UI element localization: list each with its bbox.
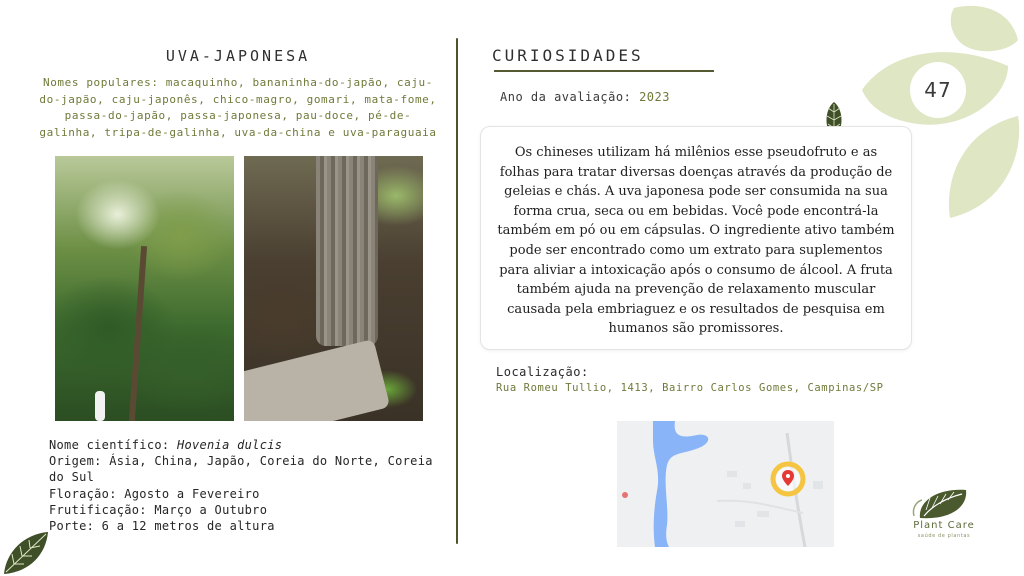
page-number: 47	[910, 62, 966, 118]
curiosities-body: Os chineses utilizam há milênios esse pseudofruto e as folhas para tratar diversas doenças através da produção de geleias e chás. A uva japonesa pode ser consumida na sua forma crua, seca ou em bebidas. Você pode encontrá-la também em pó ou em cápsulas. O ingrediente ativo também pode ser encontrado como um extrato para suplementos para aliviar a intoxicação após o consumo de álcool. A fruta também ajuda na prevenção de relaxamento muscular causada pela embriaguez e os resultados de pesquisa em humanos são promissores.	[497, 145, 895, 337]
logo-name: Plant Care	[913, 520, 975, 531]
evaluation-year	[500, 90, 670, 104]
stone-shape	[244, 339, 390, 421]
location-address: Rua Romeu Tullio, 1413, Bairro Carlos Gomes, Campinas/SP	[496, 382, 884, 394]
origin-row: Origem: Ásia, China, Japão, Coreia do Norte, Coreia do Sul	[49, 454, 433, 485]
curiosities-textbox	[480, 126, 912, 350]
pipe-shape	[95, 391, 105, 421]
plant-photo-tree	[55, 156, 234, 421]
plant-photo-trunk	[244, 156, 423, 421]
year-label: Ano da avaliação:	[500, 90, 632, 104]
location-map[interactable]	[617, 421, 834, 547]
trunk-closeup-shape	[316, 156, 378, 346]
scientific-name-row	[49, 437, 439, 453]
map-graphic	[617, 421, 834, 547]
location-label: Localização:	[496, 365, 589, 379]
plant-title: UVA-JAPONESA	[165, 47, 311, 65]
logo-tagline: saúde de plantas	[917, 533, 971, 539]
size-row: Porte: 6 a 12 metros de altura	[49, 519, 275, 534]
corner-leaf-icon	[0, 528, 52, 576]
curiosities-underline	[494, 70, 714, 72]
plant-details	[49, 437, 439, 534]
column-divider	[456, 38, 458, 544]
scientific-name-value: Hovenia dulcis	[176, 438, 283, 452]
flowering-row: Floração: Agosto a Fevereiro	[49, 486, 260, 501]
leaf-top	[951, 6, 1018, 51]
map-poi-icon	[622, 492, 628, 498]
popular-names: Nomes populares: macaquinho, bananinha-do-japão, caju-do-japão, caju-japonês, chico-magro, gomari, mata-fome, passa-do-japão, passa-japonesa, pau-doce, pé-de-galinha, tripa-de-galinha, uva-da-china e uva-paraguaia	[39, 76, 437, 139]
year-value: 2023	[639, 90, 670, 104]
scientific-name-label: Nome científico:	[49, 438, 170, 452]
leaf-bottom	[949, 116, 1019, 218]
curiosities-title: CURIOSIDADES	[492, 46, 644, 65]
tree-trunk-shape	[129, 246, 147, 421]
fruiting-row: Frutificação: Março a Outubro	[49, 502, 268, 517]
